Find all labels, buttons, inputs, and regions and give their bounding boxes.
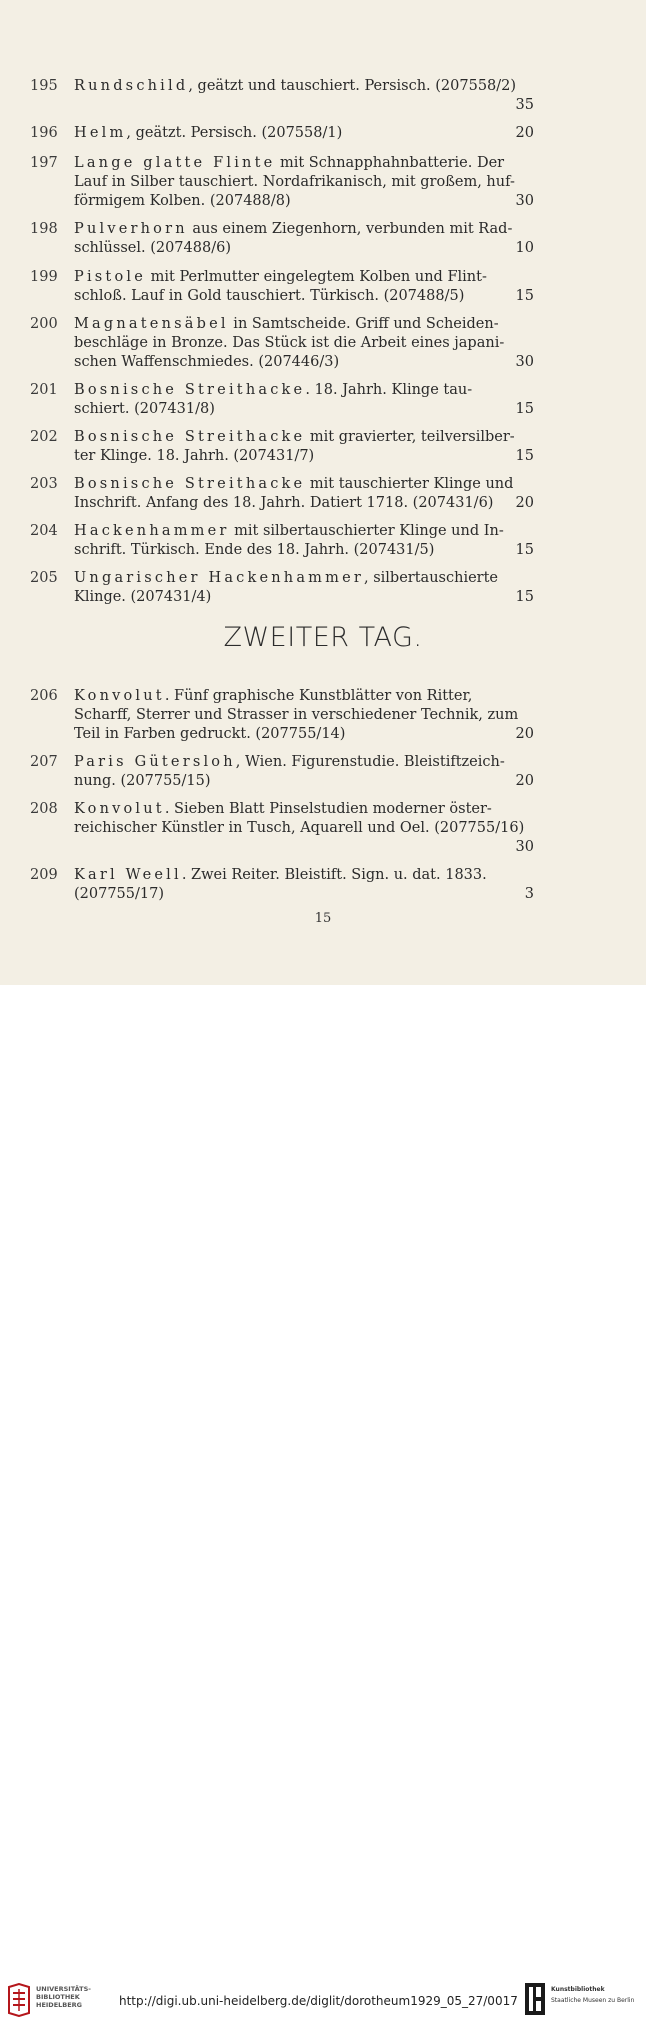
lot-keyword: Hackenhammer	[74, 523, 230, 539]
lot-description	[74, 569, 530, 607]
description-line: ter Klinge. 18. Jahrh. (207431/7)	[74, 448, 315, 465]
lot-number: 199	[30, 269, 58, 285]
lot-description	[74, 428, 530, 466]
lot-number: 202	[30, 429, 58, 445]
lot-number: 207	[30, 754, 58, 770]
description-line: Konvolut. Sieben Blatt Pinselstudien moderner öster-	[74, 801, 492, 817]
description-line: schiert. (207431/8)	[74, 401, 215, 418]
description-line: Hackenhammer mit silbertauschierter Klinge und In-	[74, 523, 504, 539]
lot-keyword: Konvolut	[74, 688, 165, 704]
lot-keyword: Ungarischer Hackenhammer	[74, 570, 364, 586]
lot-estimate: 30	[515, 354, 534, 370]
description-line: Rundschild, geätzt und tauschiert. Persisch. (207558/2)	[74, 78, 517, 94]
lot-description	[74, 124, 530, 143]
footer-bar	[0, 985, 646, 2009]
lot-number: 206	[30, 688, 58, 704]
lot-description	[74, 753, 530, 791]
lot-estimate: 15	[515, 288, 534, 304]
lot-estimate: 15	[515, 401, 534, 417]
description-line: (207755/17)	[74, 886, 165, 903]
lot-number: 196	[30, 125, 58, 141]
lot-number: 209	[30, 867, 58, 883]
lot-estimate: 20	[515, 125, 534, 141]
description-line: Lange glatte Flinte mit Schnapphahnbatterie. Der	[74, 155, 505, 171]
description-line: Konvolut. Fünf graphische Kunstblätter von Ritter,	[74, 688, 473, 704]
lot-description	[74, 268, 530, 306]
description-line: Pulverhorn aus einem Ziegenhorn, verbunden mit Rad-	[74, 221, 513, 237]
lot-description	[74, 381, 530, 419]
lot-keyword: Konvolut	[74, 801, 165, 817]
description-line: Bosnische Streithacke mit tauschierter Klinge und	[74, 476, 514, 492]
lot-description	[74, 315, 530, 373]
lot-keyword: Helm	[74, 125, 127, 141]
page-number: 15	[314, 911, 332, 926]
lot-description	[74, 220, 530, 258]
description-line: Helm, geätzt. Persisch. (207558/1)	[74, 125, 343, 141]
permalink-url[interactable]: http://digi.ub.uni-heidelberg.de/diglit/dorotheum1929_05_27/0017	[119, 1994, 518, 2008]
lot-keyword: Bosnische Streithacke	[74, 382, 306, 398]
description-line: schrift. Türkisch. Ende des 18. Jahrh. (207431/5)	[74, 542, 435, 559]
lot-keyword: Rundschild	[74, 78, 189, 94]
lot-number: 201	[30, 382, 58, 398]
lot-keyword: Bosnische Streithacke	[74, 476, 306, 492]
description-line: Klinge. (207431/4)	[74, 589, 212, 606]
lot-estimate: 15	[515, 542, 534, 558]
section-heading: ZWEITER TAG.	[223, 622, 423, 653]
lot-description	[74, 687, 530, 745]
lot-number: 200	[30, 316, 58, 332]
lot-estimate: 30	[515, 839, 534, 855]
description-line: Pistole mit Perlmutter eingelegtem Kolben und Flint-	[74, 269, 487, 285]
lot-description	[74, 800, 530, 838]
lot-number: 198	[30, 221, 58, 237]
kunstbibliothek-name: Kunstbibliothek Staatliche Museen zu Berlin	[551, 1986, 635, 2004]
description-line: Inschrift. Anfang des 18. Jahrh. Datiert 1718. (207431/6)	[74, 495, 494, 512]
lot-estimate: 30	[515, 193, 534, 209]
lot-number: 208	[30, 801, 58, 817]
lot-estimate: 35	[515, 97, 534, 113]
lot-keyword: Lange glatte Flinte	[74, 155, 276, 171]
lot-number: 204	[30, 523, 58, 539]
lot-keyword: Paris Gütersloh	[74, 754, 236, 770]
lot-keyword: Magnatensäbel	[74, 316, 229, 332]
description-line: Scharff, Sterrer und Strasser in verschiedener Technik, zum	[74, 707, 519, 724]
lot-number: 195	[30, 78, 58, 94]
description-line: Karl Weell. Zwei Reiter. Bleistift. Sign. u. dat. 1833.	[74, 867, 487, 883]
description-line: Bosnische Streithacke. 18. Jahrh. Klinge tau-	[74, 382, 473, 398]
lot-description	[74, 154, 530, 212]
lot-keyword: Karl Weell	[74, 867, 182, 883]
lot-keyword: Pulverhorn	[74, 221, 188, 237]
description-line: reichischer Künstler in Tusch, Aquarell und Oel. (207755/16)	[74, 820, 525, 837]
lot-estimate: 15	[515, 448, 534, 464]
lot-description	[74, 475, 530, 513]
description-line: Magnatensäbel in Samtscheide. Griff und Scheiden-	[74, 316, 499, 332]
lot-description	[74, 522, 530, 560]
description-line: förmigem Kolben. (207488/8)	[74, 193, 291, 210]
description-line: Lauf in Silber tauschiert. Nordafrikanisch, mit großem, huf-	[74, 174, 515, 191]
description-line: schlüssel. (207488/6)	[74, 240, 231, 257]
lot-estimate: 15	[515, 589, 534, 605]
lot-keyword: Bosnische Streithacke	[74, 429, 306, 445]
description-line: Teil in Farben gedruckt. (207755/14)	[74, 726, 346, 743]
lot-estimate: 20	[515, 773, 534, 789]
description-line: nung. (207755/15)	[74, 773, 211, 790]
scanned-page	[0, 0, 646, 985]
lot-keyword: Pistole	[74, 269, 147, 285]
description-line: Bosnische Streithacke mit gravierter, teilversilber-	[74, 429, 515, 445]
lot-number: 197	[30, 155, 58, 171]
lot-estimate: 10	[515, 240, 534, 256]
lot-description	[74, 866, 530, 904]
lot-estimate: 20	[515, 726, 534, 742]
heidelberg-library-name: UNIVERSITÄTS- BIBLIOTHEK HEIDELBERG	[36, 1985, 91, 2009]
description-line: beschläge in Bronze. Das Stück ist die Arbeit eines japani-	[74, 335, 505, 352]
description-line: Paris Gütersloh, Wien. Figurenstudie. Bleistiftzeich-	[74, 754, 505, 770]
description-line: schen Waffenschmiedes. (207446/3)	[74, 354, 340, 371]
lot-description	[74, 77, 530, 96]
kunstbibliothek-logo-icon	[524, 1982, 546, 2016]
lot-number: 203	[30, 476, 58, 492]
lot-estimate: 20	[515, 495, 534, 511]
description-line: Ungarischer Hackenhammer, silbertauschierte	[74, 570, 498, 586]
lot-estimate: 3	[524, 886, 534, 902]
lot-number: 205	[30, 570, 58, 586]
description-line: schloß. Lauf in Gold tauschiert. Türkisch. (207488/5)	[74, 288, 465, 305]
heidelberg-library-logo-icon	[6, 1983, 32, 2017]
